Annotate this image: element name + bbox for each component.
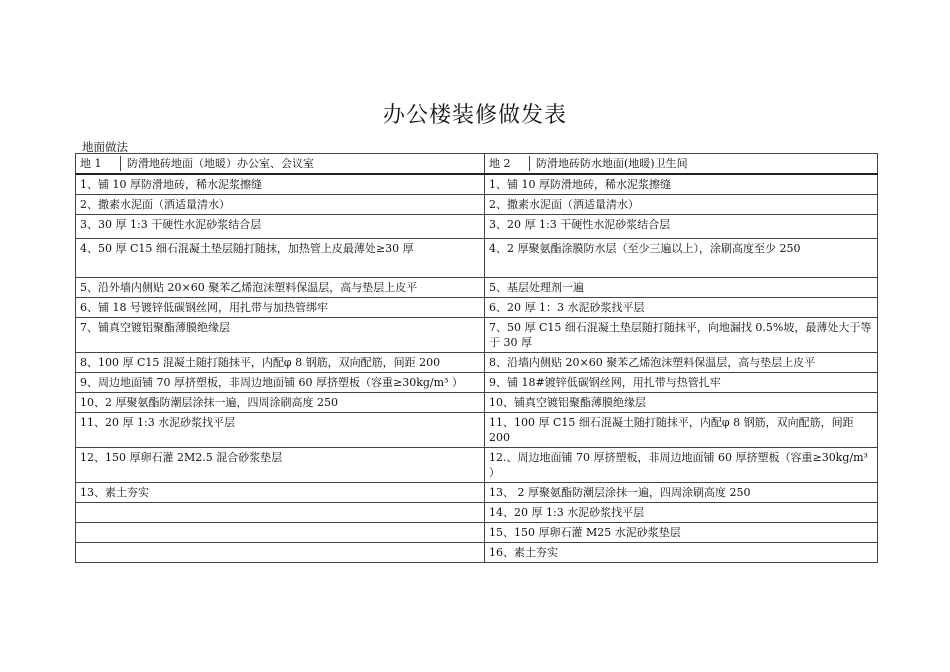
table-row (76, 318, 878, 353)
right-item-cell: 4、2 厚聚氨酯涂膜防水层（至少三遍以上），涂刷高度至少 250 (485, 239, 878, 278)
left-code: 地 1 (80, 156, 121, 171)
table-row (76, 543, 878, 563)
right-item-cell: 15、150 厚卵石灌 M25 水泥砂浆垫层 (485, 523, 878, 543)
left-item-cell: 5、沿外墙内侧贴 20×60 聚苯乙烯泡沫塑料保温层，高与垫层上皮平 (76, 278, 485, 298)
floor-finish-table (75, 153, 878, 563)
left-item-cell: 11、20 厚 1:3 水泥砂浆找平层 (76, 413, 485, 448)
right-item-cell: 3、20 厚 1:3 干硬性水泥砂浆结合层 (485, 215, 878, 239)
left-item-cell (76, 543, 485, 563)
right-item-cell: 13、 2 厚聚氨酯防潮层涂抹一遍，四周涂刷高度 250 (485, 483, 878, 503)
table-row (76, 393, 878, 413)
table-row (76, 215, 878, 239)
left-header-cell (76, 154, 485, 175)
table-row (76, 483, 878, 503)
right-item-cell: 5、基层处理剂一遍 (485, 278, 878, 298)
table-row (76, 373, 878, 393)
right-item-cell: 1、铺 10 厚防滑地砖，稀水泥浆擦缝 (485, 174, 878, 195)
left-item-cell: 1、铺 10 厚防滑地砖，稀水泥浆擦缝 (76, 174, 485, 195)
left-item-cell: 7、铺真空镀铝聚酯薄膜绝缘层 (76, 318, 485, 353)
table-row (76, 278, 878, 298)
right-item-cell: 2、撒素水泥面（洒适量清水） (485, 195, 878, 215)
table-row (76, 195, 878, 215)
table-row (76, 503, 878, 523)
right-item-cell: 8、沿墙内侧贴 20×60 聚苯乙烯泡沫塑料保温层，高与垫层上皮平 (485, 353, 878, 373)
table-row (76, 239, 878, 278)
right-header-cell (485, 154, 878, 175)
left-item-cell: 8、100 厚 C15 混凝土随打随抹平，内配φ 8 钢筋，双向配筋，间距 200 (76, 353, 485, 373)
table-row (76, 413, 878, 448)
table-row (76, 174, 878, 195)
right-item-cell: 9、铺 18#镀锌低碳钢丝网，用扎带与热管扎牢 (485, 373, 878, 393)
left-item-cell: 9、周边地面铺 70 厚挤塑板，非周边地面铺 60 厚挤塑板（容重≥30kg/m³ ） (76, 373, 485, 393)
right-item-cell: 7、50 厚 C15 细石混凝土垫层随打随抹平，向地漏找 0.5%坡，最薄处大于等于 30 厚 (485, 318, 878, 353)
left-item-cell (76, 503, 485, 523)
left-item-cell: 12、150 厚卵石灌 2M2.5 混合砂浆垫层 (76, 448, 485, 483)
table-row (76, 523, 878, 543)
table-header-row (76, 154, 878, 175)
right-code: 地 2 (489, 156, 530, 171)
right-item-cell: 14、20 厚 1:3 水泥砂浆找平层 (485, 503, 878, 523)
left-item-cell: 4、50 厚 C15 细石混凝土垫层随打随抹，加热管上皮最薄处≥30 厚 (76, 239, 485, 278)
left-item-cell: 13、素土夯实 (76, 483, 485, 503)
right-item-cell: 16、素土夯实 (485, 543, 878, 563)
left-item-cell: 6、铺 18 号镀锌低碳钢丝网，用扎带与加热管绑牢 (76, 298, 485, 318)
left-item-cell: 2、撒素水泥面（洒适量清水） (76, 195, 485, 215)
table-row (76, 298, 878, 318)
left-item-cell: 3、30 厚 1:3 干硬性水泥砂浆结合层 (76, 215, 485, 239)
table-row (76, 353, 878, 373)
right-name: 防滑地砖防水地面(地暖)卫生间 (536, 157, 688, 170)
section-label: 地面做法 (82, 140, 128, 154)
document-title: 办公楼装修做发表 (382, 103, 567, 128)
right-item-cell: 11、100 厚 C15 细石混凝土随打随抹平，内配φ 8 钢筋，双向配筋，间距 200 (485, 413, 878, 448)
left-item-cell (76, 523, 485, 543)
table-row (76, 448, 878, 483)
left-name: 防滑地砖地面（地暖）办公室、会议室 (127, 157, 314, 170)
left-item-cell: 10、2 厚聚氨酯防潮层涂抹一遍，四周涂刷高度 250 (76, 393, 485, 413)
right-item-cell: 10、铺真空镀铝聚酯薄膜绝缘层 (485, 393, 878, 413)
right-item-cell: 6、20 厚 1：3 水泥砂浆找平层 (485, 298, 878, 318)
right-item-cell: 12.、周边地面铺 70 厚挤塑板，非周边地面铺 60 厚挤塑板（容重≥30kg/m³ ） (485, 448, 878, 483)
